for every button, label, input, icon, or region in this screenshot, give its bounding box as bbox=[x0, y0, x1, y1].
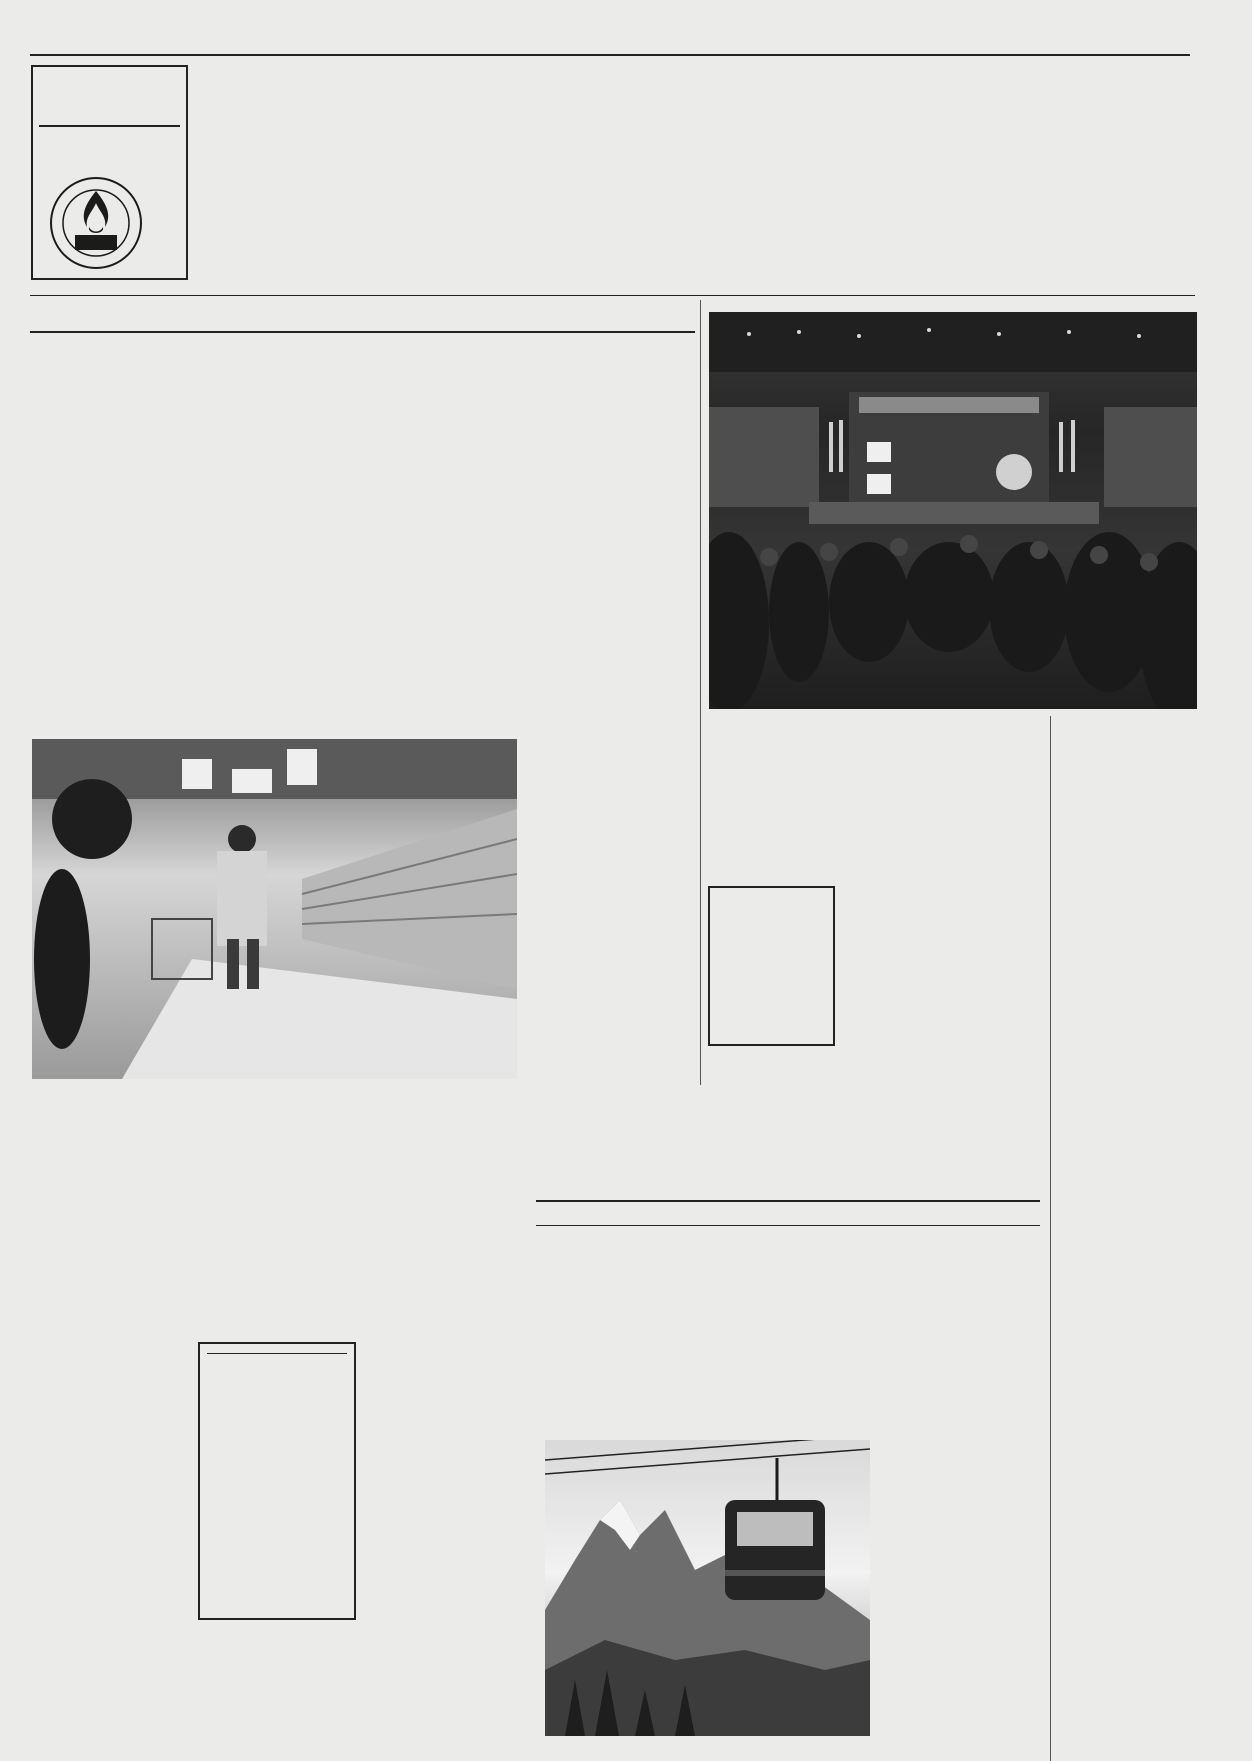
headline-rule bbox=[30, 295, 1195, 296]
assembly-hall-scene bbox=[709, 312, 1197, 709]
info-box-documents bbox=[708, 886, 835, 1046]
col-rule-2 bbox=[1050, 716, 1051, 1761]
section1-body-col3-right bbox=[872, 716, 1048, 1192]
section1-body-bottom-2 bbox=[32, 1337, 192, 1689]
supermarket-scene bbox=[32, 739, 517, 1079]
section2-kicker-rule bbox=[536, 1225, 1040, 1226]
kicker-rule bbox=[30, 331, 695, 333]
logo-separator bbox=[39, 125, 180, 127]
section1-body-bottom-3 bbox=[365, 1337, 517, 1689]
supermarket-photo bbox=[32, 739, 517, 1079]
msi-flame-emblem-icon bbox=[37, 147, 155, 275]
col-rule-1 bbox=[700, 300, 701, 1085]
sidebar-label bbox=[207, 1350, 347, 1354]
assembly-logo-box bbox=[31, 65, 188, 280]
cable-car-photo bbox=[545, 1440, 870, 1736]
masthead-rule bbox=[30, 54, 1190, 56]
section1-body-top bbox=[32, 466, 692, 722]
section2-body-right bbox=[878, 1338, 1040, 1738]
section1-body-bottom bbox=[32, 1087, 517, 1337]
right-column-body bbox=[1055, 716, 1198, 1761]
cable-car-scene bbox=[545, 1440, 870, 1736]
assembly-hall-photo bbox=[709, 312, 1197, 709]
sidebar-box-tomorrow bbox=[198, 1342, 356, 1620]
section2-body bbox=[545, 1338, 870, 1426]
